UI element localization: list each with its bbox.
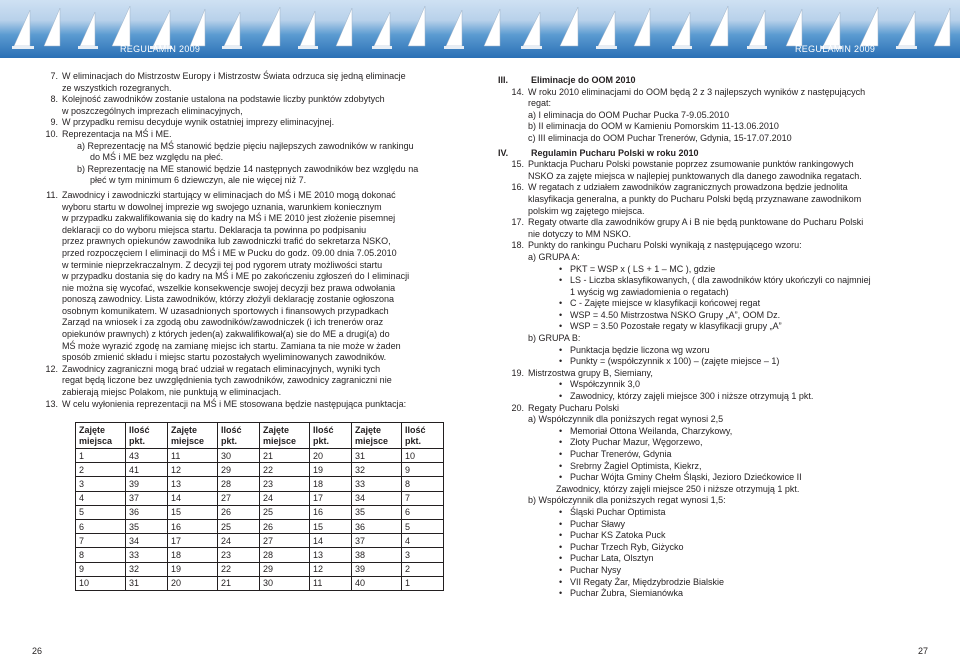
bullet-item: • Puchar Trzech Ryb, Giżycko [570, 542, 908, 554]
page-number-left: 26 [32, 646, 43, 656]
sub-item-a: a) Reprezentację na MŚ stanowić będzie pięciu najlepszych zawodników w rankingu [77, 140, 414, 151]
bullet-item: • Puchar Lata, Olsztyn [570, 553, 908, 565]
table-cell: 4 [76, 491, 126, 505]
list-item: 9. W przypadku remisu decyduje wynik ostatniej imprezy eliminacyjnej. [50, 117, 335, 128]
table-cell: 4 [402, 534, 444, 548]
table-cell: 25 [260, 505, 310, 519]
table-cell: 28 [218, 477, 260, 491]
bullet-item: • WSP = 4.50 Mistrzostwa NSKO Grupy „A”, OOM Dz. [570, 310, 908, 322]
table-cell: 2 [76, 463, 126, 477]
table-cell: 43 [126, 449, 168, 463]
list-item: 16. W regatach z udziałem zawodników zagranicznych prowadzona będzie jednolita [511, 182, 848, 193]
text-line: nie dotyczy to MM NSKO. [528, 228, 632, 239]
table-cell: 15 [168, 505, 218, 519]
table-cell: 27 [260, 534, 310, 548]
list-item: 14. W roku 2010 eliminacjami do OOM będą 2 z 3 najlepszych wyników z następujących [511, 86, 866, 97]
text-line: regat będą liczone bez uwzględnienia tych zawodników, zawodnicy zagraniczni nie [62, 375, 392, 386]
bullet-item: • Puchar Sławy [570, 519, 908, 531]
sub-item: a) Współczynnik dla poniższych regat wynosi 2,5 [528, 414, 724, 425]
list-item: 8. Kolejność zawodników zostanie ustalona na podstawie liczby punktów zdobytych [50, 94, 385, 105]
bullet-item: • LS - Liczba sklasyfikowanych, ( dla zawodników który ukończyli co najmniej [570, 275, 908, 287]
table-cell: 12 [168, 463, 218, 477]
table-cell: 8 [402, 477, 444, 491]
list-item: 19. Mistrzostwa grupy B, Siemiany, [511, 367, 653, 378]
header-label-left: REGULAMIN 2009 [120, 44, 201, 54]
table-header-cell: Zajęte miejsce [168, 423, 218, 449]
table-cell: 17 [310, 491, 352, 505]
table-cell: 35 [126, 519, 168, 533]
table-cell: 39 [126, 477, 168, 491]
table-cell: 14 [168, 491, 218, 505]
table-header-cell: Ilość pkt. [126, 423, 168, 449]
bullet-item: • Puchar Nysy [570, 565, 908, 577]
table-cell: 30 [260, 576, 310, 590]
table-cell: 26 [260, 519, 310, 533]
table-cell: 38 [352, 548, 402, 562]
table-row [76, 463, 444, 477]
table-cell: 6 [402, 505, 444, 519]
bullet-item: • Zawodnicy, którzy zajęli miejsce 300 i niższe otrzymują 1 pkt. [570, 391, 908, 403]
text-line: przez prawnych opiekunów zawodnika lub zawodniczki trafić do sekretarza NSKO, [62, 236, 391, 247]
table-cell: 24 [260, 491, 310, 505]
table-row [76, 576, 444, 590]
table-cell: 36 [352, 519, 402, 533]
table-body [76, 449, 444, 591]
table-row [76, 534, 444, 548]
table-row [76, 505, 444, 519]
table-header-cell: Ilość pkt. [218, 423, 260, 449]
table-cell: 6 [76, 519, 126, 533]
table-header-cell: Zajęte miejsca [76, 423, 126, 449]
table-cell: 41 [126, 463, 168, 477]
sub-item: c) III eliminacja do OOM Puchar Trenerów, Gdynia, 15-17.07.2010 [528, 132, 792, 143]
list-item: 12. Zawodnicy zagraniczni mogą brać udział w regatach eliminacyjnych, wyniki tych [45, 363, 381, 374]
table-cell: 23 [218, 548, 260, 562]
text-line: NSKO za zajęte miejsca w najlepiej punktowanych dla danego zawodnika regatach. [528, 170, 862, 181]
text-line: nie można się wycofać, wszelkie konsekwencje swojej decyzji bez prawa odwołania [62, 282, 396, 293]
table-cell: 9 [76, 562, 126, 576]
table-cell: 19 [310, 463, 352, 477]
table-cell: 39 [352, 562, 402, 576]
table-cell: 22 [218, 562, 260, 576]
bullet-item: • Punktacja będzie liczona wg wzoru [570, 345, 908, 357]
header-banner-photo [0, 0, 960, 58]
sub-item: a) I eliminacja do OOM Puchar Pucka 7-9.05.2010 [528, 109, 730, 120]
text-line: wyboru startu w dowolnej imprezie wg swojego uznania, warunkiem koniecznym [62, 201, 382, 212]
bullet-item: • C - Zajęte miejsce w klasyfikacji końcowej regat [570, 298, 908, 310]
group-a-label: a) GRUPA A: [528, 251, 580, 262]
bullet-item: • PKT = WSP x ( LS + 1 – MC ), gdzie [570, 264, 908, 276]
bullet-item: • WSP = 3.50 Pozostałe regaty w klasyfikacji grupy „A” [570, 321, 908, 333]
table-cell: 20 [310, 449, 352, 463]
bullet-item: • Memoriał Ottona Weilanda, Charzykowy, [570, 426, 908, 438]
sub-item: b) Współczynnik dla poniższych regat wynosi 1,5: [528, 495, 726, 506]
table-header-cell: Ilość pkt. [402, 423, 444, 449]
table-cell: 7 [76, 534, 126, 548]
text-line: polskim wg zajętego miejsca. [528, 205, 645, 216]
text-line: MŚ może wyrazić zgodę na zamianę miejsc ich startu. Zamiana ta nie może w żaden [62, 340, 401, 351]
table-cell: 18 [168, 548, 218, 562]
table-cell: 21 [260, 449, 310, 463]
table-cell: 30 [218, 449, 260, 463]
sub-item-a-cont: do MŚ i ME bez względu na płeć. [90, 152, 224, 163]
list-item: 11. Zawodnicy i zawodniczki startujący w eliminacjach do MŚ i ME 2010 mogą dokonać [46, 189, 396, 200]
text-line: w przypadku zakwalifikowania się do kadry na MŚ i ME 2010 jest złożenie pisemnej [62, 213, 396, 224]
table-cell: 18 [310, 477, 352, 491]
table-cell: 15 [310, 519, 352, 533]
table-cell: 1 [76, 449, 126, 463]
list-item: 10. Reprezentacja na MŚ i ME. [45, 128, 172, 139]
table-row [76, 548, 444, 562]
group-b-label: b) GRUPA B: [528, 333, 581, 344]
left-column [45, 71, 432, 410]
table-cell: 35 [352, 505, 402, 519]
table-cell: 16 [310, 505, 352, 519]
table-cell: 40 [352, 576, 402, 590]
table-cell: 23 [260, 477, 310, 491]
table-row [76, 519, 444, 533]
bullet-item: • Puchar KS Zatoka Puck [570, 530, 908, 542]
list-item: 20. Regaty Pucharu Polski [511, 402, 620, 413]
table-cell: 24 [218, 534, 260, 548]
text-line: w terminie nieprzekraczalnym. Z decyzji tej pod rygorem utraty możliwości startu [62, 259, 383, 270]
table-cell: 14 [310, 534, 352, 548]
table-header-cell: Ilość pkt. [310, 423, 352, 449]
list-item: 15. Punktacja Pucharu Polski powstanie poprzez zsumowanie punktów rankingowych [511, 159, 854, 170]
list-item-cont: w poszczególnych imprezach eliminacyjnych, [62, 105, 243, 116]
text-line: opiekunów prawnych) z których jeden(a) zakwalifikował(a) sie do ME a drugi(a) do [62, 329, 390, 340]
table-cell: 34 [126, 534, 168, 548]
text-line: Zarząd na wniosek i za zgodą obu zawodników/zawodniczek (i ich trenerów oraz [62, 317, 384, 328]
table-cell: 29 [218, 463, 260, 477]
table-cell: 8 [76, 548, 126, 562]
table-cell: 5 [402, 519, 444, 533]
table-cell: 22 [260, 463, 310, 477]
bullet-item: • Współczynnik 3,0 [570, 379, 908, 391]
table-cell: 37 [352, 534, 402, 548]
list-item-cont: ze wszystkich rozegranych. [62, 82, 172, 93]
table-cell: 27 [218, 491, 260, 505]
list-item: 13. W celu wyłonienia reprezentacji na MŚ i ME stosowana będzie następująca punktacja: [45, 398, 407, 409]
table-cell: 19 [168, 562, 218, 576]
table-cell: 7 [402, 491, 444, 505]
points-table [75, 422, 444, 591]
section-heading: III. Eliminacje do OOM 2010 [498, 75, 636, 85]
list-item: 17. Regaty otwarte dla zawodników grupy A i B nie będą punktowane do Pucharu Polski [511, 217, 864, 228]
table-cell: 31 [126, 576, 168, 590]
table-cell: 13 [310, 548, 352, 562]
table-cell: 26 [218, 505, 260, 519]
table-cell: 5 [76, 505, 126, 519]
sub-item: b) II eliminacja do OOM w Kamieniu Pomorskim 11-13.06.2010 [528, 121, 779, 132]
table-cell: 9 [402, 463, 444, 477]
table-cell: 3 [76, 477, 126, 491]
text-line: przed rozpoczęciem I eliminacji do MŚ i ME w Pucku do godz. 09.00 dnia 7.05.2010 [62, 247, 397, 258]
table-cell: 10 [76, 576, 126, 590]
bullet-item: • VII Regaty Żar, Międzybrodzie Bialskie [570, 577, 908, 589]
right-column [498, 75, 908, 600]
text-line: osobnym komunikatem. W uzasadnionych sportowych i finansowych przypadkach [62, 305, 389, 316]
table-cell: 31 [352, 449, 402, 463]
table-cell: 28 [260, 548, 310, 562]
table-row [76, 562, 444, 576]
bullet-item: • Złoty Puchar Mazur, Węgorzewo, [570, 437, 908, 449]
bullet-item: • Puchar Wójta Gminy Chełm Śląski, Jezioro Dziećkowice II [570, 472, 908, 484]
list-item: 7. W eliminacjach do Mistrzostw Europy i Mistrzostw Świata odrzuca się jedną eliminacje [50, 71, 406, 81]
section-heading: IV. Regulamin Pucharu Polski w roku 2010 [498, 147, 699, 158]
bullet-item: • Srebrny Żagiel Optimista, Kiekrz, [570, 461, 908, 473]
table-cell: 20 [168, 576, 218, 590]
table-cell: 17 [168, 534, 218, 548]
table-cell: 33 [126, 548, 168, 562]
table-cell: 32 [352, 463, 402, 477]
bullet-item: • Śląski Puchar Optimista [570, 507, 908, 519]
sub-item-b: b) Reprezentację na ME stanowić będzie 14 następnych zawodników bez względu na [77, 163, 419, 174]
sub-item-b-cont: płeć w tym minimum 6 dziewczyn, ale nie więcej niż 7. [90, 175, 307, 186]
text-line: w przypadku dostania się do kadry na MŚ i ME po zakończeniu zgłoszeń do I eliminacji [62, 271, 410, 282]
bullet-item: • Puchar Żubra, Siemianówka [570, 588, 908, 600]
header-label-right: REGULAMIN 2009 [795, 44, 876, 54]
table-row [76, 491, 444, 505]
table-cell: 2 [402, 562, 444, 576]
table-row [76, 477, 444, 491]
table-cell: 36 [126, 505, 168, 519]
text-line: sposób zmienić składu i miejsc startu pozostałych wyeliminowanych zawodników. [62, 352, 387, 363]
table-cell: 37 [126, 491, 168, 505]
page-number-right: 27 [918, 646, 929, 656]
table-cell: 16 [168, 519, 218, 533]
table-header-cell: Zajęte miejsce [352, 423, 402, 449]
table-cell: 21 [218, 576, 260, 590]
text-line: regat: [528, 98, 552, 109]
bullet-item-cont: 1 wyścig wg zawiadomienia o regatach) [570, 286, 729, 297]
table-cell: 33 [352, 477, 402, 491]
table-cell: 34 [352, 491, 402, 505]
list-item: 18. Punkty do rankingu Pucharu Polski wynikają z następującego wzoru: [511, 240, 802, 251]
text-line: zabierają miejsc Polakom, nie punktują w eliminacjach. [62, 387, 282, 398]
table-cell: 32 [126, 562, 168, 576]
text-line: ponoszą zawodnicy. Lista zawodników, którzy złożyli deklarację zostanie ogłoszona [62, 294, 395, 305]
text-line: klasyfikacja generalna, a punkty do Pucharu Polski będą przyznawane zawodnikom [528, 193, 862, 204]
table-header-row [76, 423, 444, 449]
table-cell: 29 [260, 562, 310, 576]
table-cell: 10 [402, 449, 444, 463]
table-cell: 12 [310, 562, 352, 576]
table-header-cell: Zajęte miejsce [260, 423, 310, 449]
table-cell: 1 [402, 576, 444, 590]
table-cell: 25 [218, 519, 260, 533]
table-row [76, 449, 444, 463]
table-cell: 11 [310, 576, 352, 590]
note-line: Zawodnicy, którzy zajęli miejsce 250 i niższe otrzymują 1 pkt. [556, 483, 800, 494]
table-cell: 11 [168, 449, 218, 463]
bullet-item: • Punkty = (współczynnik x 100) – (zajęte miejsce – 1) [570, 356, 908, 368]
table-cell: 13 [168, 477, 218, 491]
table-cell: 3 [402, 548, 444, 562]
text-line: deklaracji co do wyboru miejsca startu. Deklaracja ta powinna po podpisaniu [62, 224, 367, 235]
bullet-item: • Puchar Trenerów, Gdynia [570, 449, 908, 461]
